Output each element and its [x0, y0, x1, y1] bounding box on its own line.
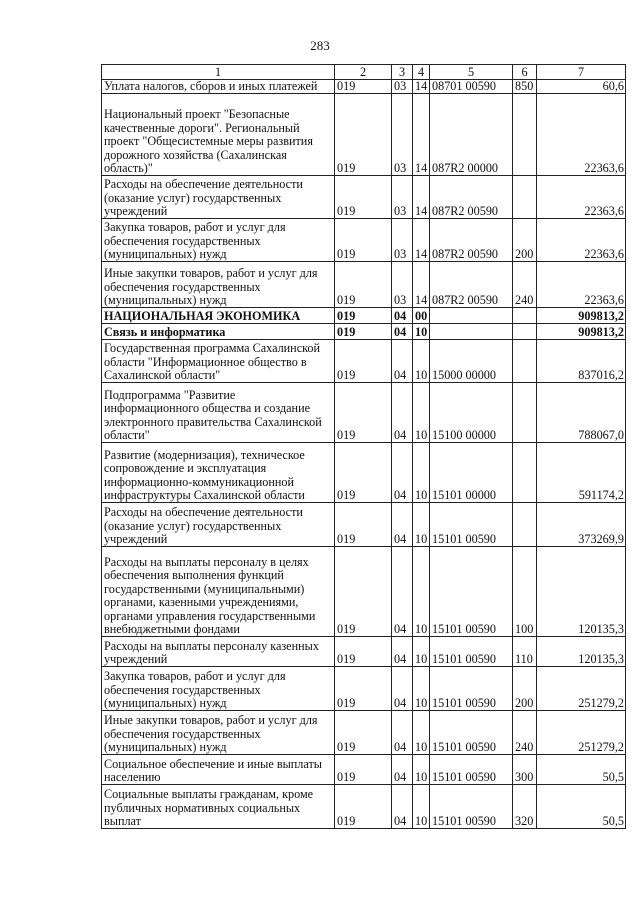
table-row: [102, 340, 626, 383]
column-header: 1: [102, 65, 335, 80]
row-name-cell: Расходы на выплаты персоналу казенных учреждений: [102, 637, 335, 667]
subsection-cell: 14: [413, 176, 430, 219]
subsection-cell: 10: [413, 785, 430, 829]
section-cell: 04: [392, 785, 413, 829]
row-name-cell: Иные закупки товаров, работ и услуг для обеспечения государственных (муниципальных) нужд: [102, 262, 335, 308]
subsection-cell: 14: [413, 262, 430, 308]
subsection-cell: 14: [413, 219, 430, 262]
target-article-cell: 15101 00000: [430, 443, 513, 503]
subsection-cell: 10: [413, 443, 430, 503]
target-article-cell: 15101 00590: [430, 547, 513, 637]
expense-type-cell: [513, 176, 537, 219]
expense-type-cell: [513, 94, 537, 176]
subsection-cell: 10: [413, 503, 430, 547]
grbs-cell: 019: [335, 324, 392, 340]
subsection-cell: 10: [413, 383, 430, 443]
row-name-cell: НАЦИОНАЛЬНАЯ ЭКОНОМИКА: [102, 308, 335, 324]
subsection-cell: 14: [413, 80, 430, 94]
subsection-cell: 10: [413, 755, 430, 785]
row-name-cell: Подпрограмма "Развитие информационного общества и создание электронного правительства Сахалинской области": [102, 383, 335, 443]
subsection-cell: 00: [413, 308, 430, 324]
table-row: [102, 383, 626, 443]
target-article-cell: 08701 00590: [430, 80, 513, 94]
target-article-cell: 087R2 00590: [430, 262, 513, 308]
column-number-row: [102, 65, 626, 80]
target-article-cell: [430, 324, 513, 340]
page-number: 283: [310, 38, 330, 53]
expense-type-cell: 110: [513, 637, 537, 667]
target-article-cell: 15101 00590: [430, 503, 513, 547]
table-row: [102, 785, 626, 829]
subsection-cell: 10: [413, 637, 430, 667]
expense-type-cell: 240: [513, 262, 537, 308]
table-row: [102, 262, 626, 308]
table-row: [102, 755, 626, 785]
amount-cell: 22363,6: [537, 219, 626, 262]
section-cell: 04: [392, 308, 413, 324]
amount-cell: 50,5: [537, 755, 626, 785]
table-row: [102, 711, 626, 755]
row-name-cell: Расходы на обеспечение деятельности (оказание услуг) государственных учреждений: [102, 503, 335, 547]
section-cell: 04: [392, 443, 413, 503]
amount-cell: 251279,2: [537, 667, 626, 711]
grbs-cell: 019: [335, 547, 392, 637]
table-row: [102, 324, 626, 340]
amount-cell: 788067,0: [537, 383, 626, 443]
section-cell: 04: [392, 340, 413, 383]
expense-type-cell: [513, 443, 537, 503]
subsection-cell: 10: [413, 711, 430, 755]
subsection-cell: 10: [413, 340, 430, 383]
grbs-cell: 019: [335, 755, 392, 785]
grbs-cell: 019: [335, 219, 392, 262]
row-name-cell: Государственная программа Сахалинской области "Информационное общество в Сахалинской области": [102, 340, 335, 383]
amount-cell: 591174,2: [537, 443, 626, 503]
amount-cell: 22363,6: [537, 262, 626, 308]
target-article-cell: 087R2 00590: [430, 219, 513, 262]
row-name-cell: Национальный проект "Безопасные качественные дороги". Региональный проект "Общесистемные меры развития дорожного хозяйства (Сахалинская область)": [102, 94, 335, 176]
expense-type-cell: 100: [513, 547, 537, 637]
amount-cell: 60,6: [537, 80, 626, 94]
amount-cell: 909813,2: [537, 324, 626, 340]
column-header: 7: [537, 65, 626, 80]
column-header: 5: [430, 65, 513, 80]
grbs-cell: 019: [335, 443, 392, 503]
column-header: 4: [413, 65, 430, 80]
section-cell: 04: [392, 383, 413, 443]
section-cell: 04: [392, 667, 413, 711]
table-row: [102, 503, 626, 547]
row-name-cell: Закупка товаров, работ и услуг для обеспечения государственных (муниципальных) нужд: [102, 667, 335, 711]
expense-type-cell: [513, 503, 537, 547]
section-cell: 04: [392, 547, 413, 637]
table-row: [102, 80, 626, 94]
target-article-cell: 15101 00590: [430, 637, 513, 667]
expense-type-cell: [513, 383, 537, 443]
expense-type-cell: [513, 324, 537, 340]
table-row: [102, 308, 626, 324]
expense-type-cell: [513, 340, 537, 383]
column-header: 3: [392, 65, 413, 80]
row-name-cell: Развитие (модернизация), техническое сопровождение и эксплуатация информационно-коммуникационной инфраструктуры Сахалинской области: [102, 443, 335, 503]
table-row: [102, 667, 626, 711]
section-cell: 03: [392, 219, 413, 262]
amount-cell: 120135,3: [537, 547, 626, 637]
expense-type-cell: 320: [513, 785, 537, 829]
amount-cell: 50,5: [537, 785, 626, 829]
amount-cell: 22363,6: [537, 176, 626, 219]
target-article-cell: 15101 00590: [430, 711, 513, 755]
section-cell: 04: [392, 637, 413, 667]
row-name-cell: Расходы на выплаты персоналу в целях обеспечения выполнения функций государственными (муниципальными) органами, казенными учреждениями, органами управления государственными внебюджетными фондами: [102, 547, 335, 637]
grbs-cell: 019: [335, 80, 392, 94]
amount-cell: 373269,9: [537, 503, 626, 547]
table-row: [102, 443, 626, 503]
target-article-cell: 15101 00590: [430, 755, 513, 785]
section-cell: 03: [392, 94, 413, 176]
row-name-cell: Связь и информатика: [102, 324, 335, 340]
expense-type-cell: 850: [513, 80, 537, 94]
amount-cell: 837016,2: [537, 340, 626, 383]
expense-type-cell: 300: [513, 755, 537, 785]
section-cell: 03: [392, 176, 413, 219]
expense-type-cell: 200: [513, 219, 537, 262]
subsection-cell: 14: [413, 94, 430, 176]
grbs-cell: 019: [335, 785, 392, 829]
target-article-cell: 087R2 00590: [430, 176, 513, 219]
row-name-cell: Уплата налогов, сборов и иных платежей: [102, 80, 335, 94]
row-name-cell: Социальные выплаты гражданам, кроме публичных нормативных социальных выплат: [102, 785, 335, 829]
grbs-cell: 019: [335, 176, 392, 219]
grbs-cell: 019: [335, 503, 392, 547]
target-article-cell: 15000 00000: [430, 340, 513, 383]
section-cell: 04: [392, 503, 413, 547]
target-article-cell: 087R2 00000: [430, 94, 513, 176]
target-article-cell: 15101 00590: [430, 785, 513, 829]
amount-cell: 120135,3: [537, 637, 626, 667]
section-cell: 04: [392, 324, 413, 340]
expense-type-cell: [513, 308, 537, 324]
budget-table: [101, 64, 626, 829]
subsection-cell: 10: [413, 324, 430, 340]
row-name-cell: Социальное обеспечение и иные выплаты населению: [102, 755, 335, 785]
expense-type-cell: 200: [513, 667, 537, 711]
grbs-cell: 019: [335, 94, 392, 176]
amount-cell: 22363,6: [537, 94, 626, 176]
expense-type-cell: 240: [513, 711, 537, 755]
grbs-cell: 019: [335, 262, 392, 308]
grbs-cell: 019: [335, 711, 392, 755]
amount-cell: 251279,2: [537, 711, 626, 755]
amount-cell: 909813,2: [537, 308, 626, 324]
row-name-cell: Расходы на обеспечение деятельности (оказание услуг) государственных учреждений: [102, 176, 335, 219]
target-article-cell: 15101 00590: [430, 667, 513, 711]
grbs-cell: 019: [335, 667, 392, 711]
grbs-cell: 019: [335, 383, 392, 443]
table-row: [102, 176, 626, 219]
table-row: [102, 637, 626, 667]
table-row: [102, 547, 626, 637]
row-name-cell: Закупка товаров, работ и услуг для обеспечения государственных (муниципальных) нужд: [102, 219, 335, 262]
section-cell: 03: [392, 80, 413, 94]
column-header: 2: [335, 65, 392, 80]
section-cell: 04: [392, 711, 413, 755]
table-row: [102, 94, 626, 176]
section-cell: 03: [392, 262, 413, 308]
grbs-cell: 019: [335, 340, 392, 383]
table-row: [102, 219, 626, 262]
grbs-cell: 019: [335, 308, 392, 324]
subsection-cell: 10: [413, 667, 430, 711]
row-name-cell: Иные закупки товаров, работ и услуг для обеспечения государственных (муниципальных) нужд: [102, 711, 335, 755]
target-article-cell: [430, 308, 513, 324]
grbs-cell: 019: [335, 637, 392, 667]
target-article-cell: 15100 00000: [430, 383, 513, 443]
column-header: 6: [513, 65, 537, 80]
subsection-cell: 10: [413, 547, 430, 637]
section-cell: 04: [392, 755, 413, 785]
